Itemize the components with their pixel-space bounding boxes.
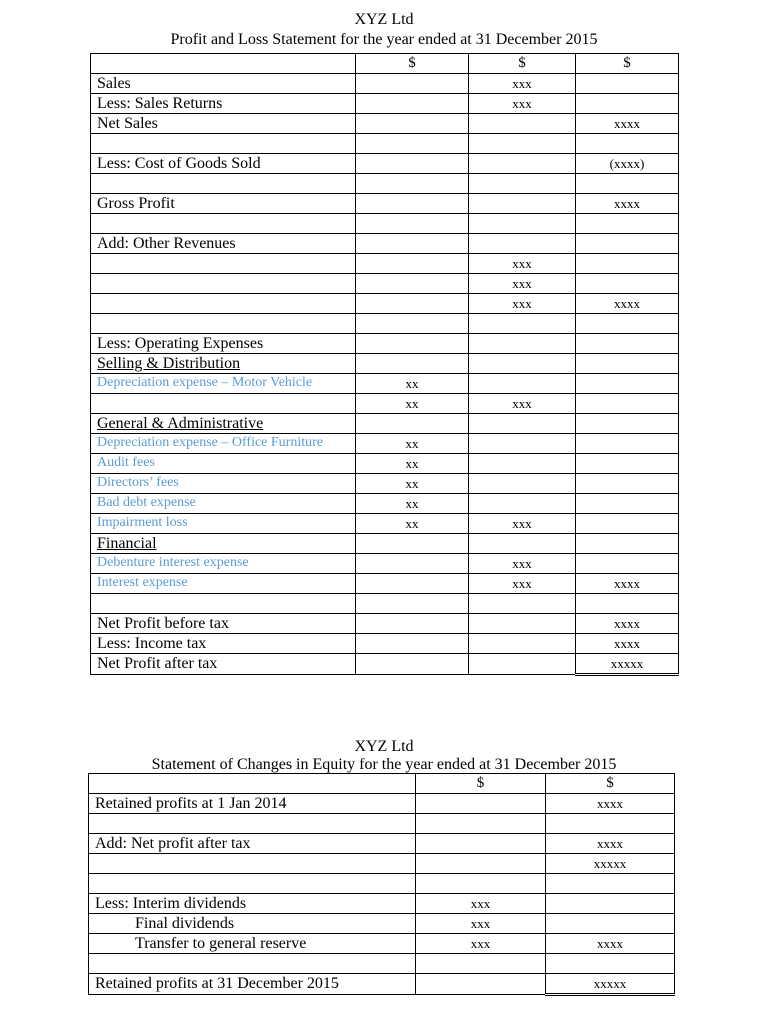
pl-col3-value: xxxx xyxy=(576,634,679,654)
sce-row xyxy=(89,934,675,954)
pl-col3-value xyxy=(576,274,679,294)
pl-col1-value xyxy=(356,134,469,154)
pl-col1-value xyxy=(356,634,469,654)
pl-col1-value: xx xyxy=(356,394,469,414)
pl-row-label: Net Profit after tax xyxy=(91,654,356,675)
pl-col3-value xyxy=(576,594,679,614)
pl-col3-value xyxy=(576,174,679,194)
pl-col2-value: xxx xyxy=(469,294,576,314)
sce-col2-value: xxxx xyxy=(546,934,675,954)
pl-col1-value: xx xyxy=(356,454,469,474)
pl-row xyxy=(91,454,679,474)
sce-col2-value xyxy=(546,914,675,934)
pl-col2-value xyxy=(469,434,576,454)
pl-col2-value xyxy=(469,114,576,134)
pl-row-label xyxy=(91,394,356,414)
pl-col3-value xyxy=(576,214,679,234)
pl-col2-value xyxy=(469,474,576,494)
pl-col1-value xyxy=(356,554,469,574)
pl-row xyxy=(91,594,679,614)
pl-row-label: Bad debt expense xyxy=(91,494,356,514)
pl-row-label: Interest expense xyxy=(91,574,356,594)
sce-row-label: Less: Interim dividends xyxy=(89,894,416,914)
pl-row-label: Less: Sales Returns xyxy=(91,94,356,114)
section-heading: General & Administrative xyxy=(97,415,264,432)
pl-col1-value: xx xyxy=(356,474,469,494)
pl-header-cell: $ xyxy=(356,54,469,74)
pl-row xyxy=(91,294,679,314)
pl-col3-value xyxy=(576,74,679,94)
pl-row-label: Less: Cost of Goods Sold xyxy=(91,154,356,174)
pl-col2-value xyxy=(469,534,576,554)
pl-header-cell: $ xyxy=(576,54,679,74)
pl-col1-value xyxy=(356,314,469,334)
pl-col1-value xyxy=(356,594,469,614)
pl-row-label: Debenture interest expense xyxy=(91,554,356,574)
pl-col2-value xyxy=(469,234,576,254)
pl-col1-value xyxy=(356,174,469,194)
pl-col2-value xyxy=(469,654,576,675)
pl-col2-value: xxx xyxy=(469,554,576,574)
sce-row xyxy=(89,914,675,934)
sce-col1-value xyxy=(416,814,546,834)
sce-row-label: Add: Net profit after tax xyxy=(89,834,416,854)
pl-col1-value: xx xyxy=(356,514,469,534)
pl-col1-value xyxy=(356,254,469,274)
sce-col2-value: xxxxx xyxy=(546,974,675,995)
pl-row-label: Audit fees xyxy=(91,454,356,474)
pl-col2-value: xxx xyxy=(469,274,576,294)
sce-row xyxy=(89,954,675,974)
pl-row xyxy=(91,474,679,494)
sce-header-row xyxy=(89,774,675,794)
pl-col3-value xyxy=(576,414,679,434)
sce-col1-value: xxx xyxy=(416,894,546,914)
pl-col3-value xyxy=(576,394,679,414)
pl-row xyxy=(91,154,679,174)
pl-row-label xyxy=(91,274,356,294)
pl-col1-value xyxy=(356,614,469,634)
pl-row xyxy=(91,74,679,94)
pl-col2-value xyxy=(469,594,576,614)
pl-row xyxy=(91,94,679,114)
pl-col1-value xyxy=(356,74,469,94)
pl-row-label: Net Sales xyxy=(91,114,356,134)
pl-row-label xyxy=(91,294,356,314)
pl-col1-value xyxy=(356,274,469,294)
pl-row xyxy=(91,234,679,254)
pl-row-label xyxy=(91,214,356,234)
pl-row xyxy=(91,334,679,354)
pl-row-label: Depreciation expense – Office Furniture xyxy=(91,434,356,454)
pl-header-cell: $ xyxy=(469,54,576,74)
sce-col1-value: xxx xyxy=(416,914,546,934)
pl-row-label xyxy=(91,314,356,334)
pl-col3-value xyxy=(576,514,679,534)
sce-row-label: Retained profits at 1 Jan 2014 xyxy=(89,794,416,814)
pl-row xyxy=(91,254,679,274)
pl-col3-value: (xxxx) xyxy=(576,154,679,174)
pl-col3-value: xxxx xyxy=(576,294,679,314)
pl-col2-value xyxy=(469,454,576,474)
pl-col2-value xyxy=(469,334,576,354)
pl-row xyxy=(91,434,679,454)
sce-row xyxy=(89,894,675,914)
pl-row xyxy=(91,534,679,554)
pl-row-label xyxy=(91,134,356,154)
pl-col3-value xyxy=(576,334,679,354)
sce-col2-value xyxy=(546,874,675,894)
pl-col2-value: xxx xyxy=(469,254,576,274)
pl-col3-value: xxxx xyxy=(576,614,679,634)
sce-row xyxy=(89,854,675,874)
pl-col3-value xyxy=(576,354,679,374)
pl-col2-value xyxy=(469,354,576,374)
pl-col3-value xyxy=(576,534,679,554)
pl-col3-value xyxy=(576,374,679,394)
pl-col3-value: xxxxx xyxy=(576,654,679,675)
pl-row xyxy=(91,114,679,134)
pl-row-label: Gross Profit xyxy=(91,194,356,214)
pl-row xyxy=(91,194,679,214)
sce-col2-value: xxxx xyxy=(546,794,675,814)
section-heading: Financial xyxy=(97,535,157,552)
sce-col1-value xyxy=(416,974,546,995)
sce-row xyxy=(89,814,675,834)
pl-row-label xyxy=(91,354,356,374)
sce-col2-value xyxy=(546,814,675,834)
sce-col1-value: xxx xyxy=(416,934,546,954)
pl-col1-value xyxy=(356,234,469,254)
sce-col2-value xyxy=(546,954,675,974)
profit-loss-table xyxy=(90,53,679,676)
pl-col2-value xyxy=(469,194,576,214)
sce-row xyxy=(89,874,675,894)
pl-row-label: Add: Other Revenues xyxy=(91,234,356,254)
sce-col1-value xyxy=(416,794,546,814)
pl-col2-value xyxy=(469,374,576,394)
pl-row xyxy=(91,354,679,374)
pl-row-label: Depreciation expense – Motor Vehicle xyxy=(91,374,356,394)
pl-col3-value xyxy=(576,94,679,114)
pl-col2-value xyxy=(469,494,576,514)
pl-row-label xyxy=(91,254,356,274)
pl-row xyxy=(91,174,679,194)
pl-col1-value xyxy=(356,414,469,434)
pl-col1-value xyxy=(356,214,469,234)
pl-col2-value xyxy=(469,174,576,194)
sce-col2-value: xxxx xyxy=(546,834,675,854)
pl-col2-value xyxy=(469,414,576,434)
section-heading: Selling & Distribution xyxy=(97,355,241,372)
pl-row-label: Net Profit before tax xyxy=(91,614,356,634)
pl-col3-value: xxxx xyxy=(576,574,679,594)
pl-col3-value xyxy=(576,494,679,514)
pl-row xyxy=(91,314,679,334)
pl-col1-value xyxy=(356,94,469,114)
sce-row xyxy=(89,794,675,814)
sce-company-name: XYZ Ltd xyxy=(354,738,414,755)
pl-col3-value xyxy=(576,234,679,254)
sce-col2-value: xxxxx xyxy=(546,854,675,874)
pl-row xyxy=(91,574,679,594)
pl-col1-value xyxy=(356,574,469,594)
sce-row-label xyxy=(89,814,416,834)
pl-col3-value xyxy=(576,454,679,474)
changes-in-equity-table xyxy=(88,773,675,996)
pl-company-name: XYZ Ltd xyxy=(354,11,414,28)
pl-col3-value xyxy=(576,434,679,454)
pl-col2-value xyxy=(469,134,576,154)
pl-row-label: Impairment loss xyxy=(91,514,356,534)
pl-col1-value: xx xyxy=(356,434,469,454)
sce-row-label: Retained profits at 31 December 2015 xyxy=(89,974,416,995)
pl-row xyxy=(91,374,679,394)
sce-row-label xyxy=(89,854,416,874)
sce-row xyxy=(89,834,675,854)
pl-col1-value xyxy=(356,294,469,314)
pl-col3-value xyxy=(576,134,679,154)
pl-row-label xyxy=(91,594,356,614)
sce-header-cell xyxy=(89,774,416,794)
pl-col2-value: xxx xyxy=(469,394,576,414)
pl-col1-value xyxy=(356,194,469,214)
pl-col2-value xyxy=(469,154,576,174)
pl-row xyxy=(91,514,679,534)
pl-col2-value: xxx xyxy=(469,574,576,594)
pl-col2-value: xxx xyxy=(469,94,576,114)
sce-row-label xyxy=(89,874,416,894)
pl-col2-value xyxy=(469,614,576,634)
pl-col1-value: xx xyxy=(356,374,469,394)
pl-row-label: Sales xyxy=(91,74,356,94)
pl-row xyxy=(91,654,679,675)
pl-col3-value: xxxx xyxy=(576,114,679,134)
sce-header-cell: $ xyxy=(416,774,546,794)
pl-row xyxy=(91,554,679,574)
pl-header-row xyxy=(91,54,679,74)
sce-col1-value xyxy=(416,834,546,854)
sce-col1-value xyxy=(416,954,546,974)
pl-col2-value xyxy=(469,214,576,234)
sce-col2-value xyxy=(546,894,675,914)
pl-row xyxy=(91,394,679,414)
pl-col3-value: xxxx xyxy=(576,194,679,214)
pl-col1-value xyxy=(356,354,469,374)
sce-header-cell: $ xyxy=(546,774,675,794)
pl-col3-value xyxy=(576,254,679,274)
sce-col1-value xyxy=(416,874,546,894)
pl-col1-value xyxy=(356,534,469,554)
pl-col2-value xyxy=(469,314,576,334)
pl-row xyxy=(91,634,679,654)
pl-col2-value xyxy=(469,634,576,654)
pl-col2-value: xxx xyxy=(469,514,576,534)
sce-row-label: Transfer to general reserve xyxy=(89,934,416,954)
pl-row xyxy=(91,414,679,434)
pl-title: Profit and Loss Statement for the year ended at 31 December 2015 xyxy=(170,31,598,48)
pl-row xyxy=(91,134,679,154)
pl-col2-value: xxx xyxy=(469,74,576,94)
pl-row-label xyxy=(91,174,356,194)
pl-row-label xyxy=(91,534,356,554)
pl-col1-value xyxy=(356,654,469,675)
pl-row xyxy=(91,614,679,634)
pl-header-cell xyxy=(91,54,356,74)
sce-col1-value xyxy=(416,854,546,874)
pl-col1-value: xx xyxy=(356,494,469,514)
pl-row xyxy=(91,214,679,234)
pl-col3-value xyxy=(576,314,679,334)
sce-title: Statement of Changes in Equity for the year ended at 31 December 2015 xyxy=(151,756,617,773)
pl-row xyxy=(91,274,679,294)
pl-col1-value xyxy=(356,334,469,354)
pl-row-label: Directors’ fees xyxy=(91,474,356,494)
sce-row xyxy=(89,974,675,995)
pl-row-label: Less: Income tax xyxy=(91,634,356,654)
pl-col3-value xyxy=(576,554,679,574)
pl-col1-value xyxy=(356,114,469,134)
sce-row-label xyxy=(89,954,416,974)
pl-row-label xyxy=(91,414,356,434)
pl-row xyxy=(91,494,679,514)
pl-col1-value xyxy=(356,154,469,174)
pl-row-label: Less: Operating Expenses xyxy=(91,334,356,354)
pl-col3-value xyxy=(576,474,679,494)
sce-row-label: Final dividends xyxy=(89,914,416,934)
